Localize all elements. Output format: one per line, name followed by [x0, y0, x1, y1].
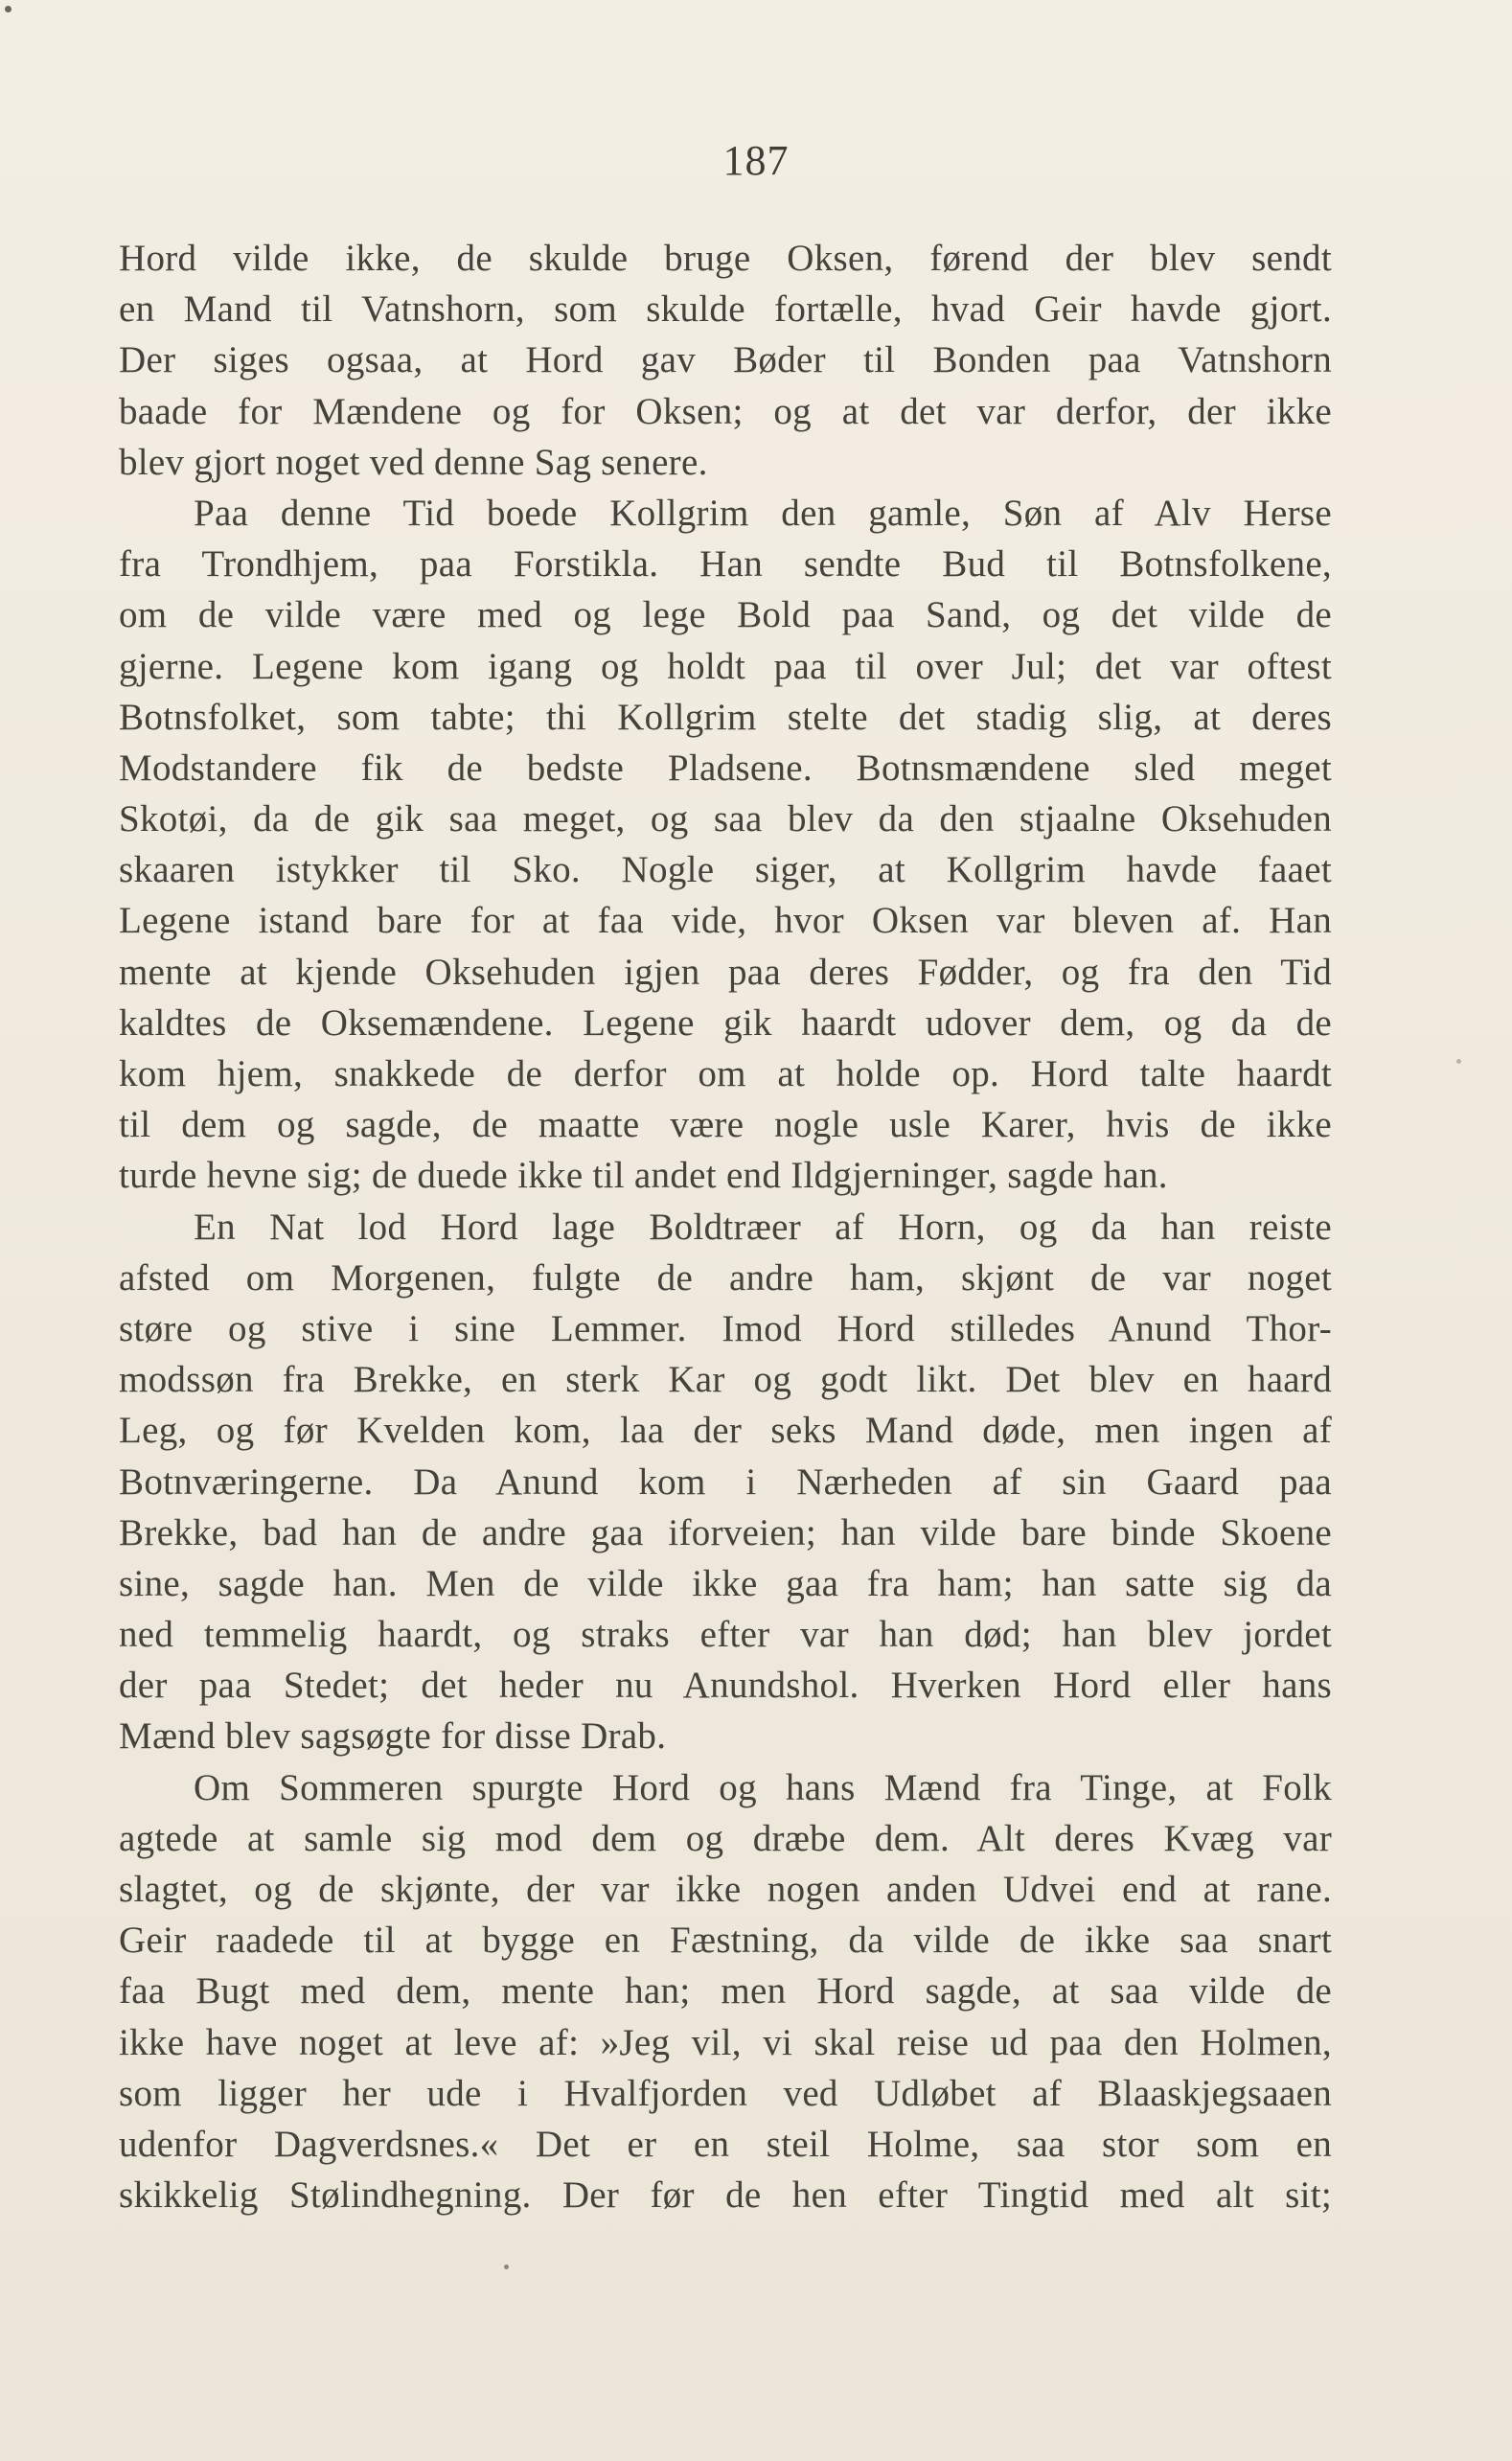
text-line: om de vilde være med og lege Bold paa Sand, og det vilde de	[119, 594, 1332, 636]
text-line: Modstandere fik de bedste Pladsene. Botnsmændene sled meget	[119, 747, 1332, 789]
text-line: faa Bugt med dem, mente han; men Hord sagde, at saa vilde de	[119, 1970, 1332, 2012]
text-line: der paa Stedet; det heder nu Anundshol. Hverken Hord eller hans	[119, 1665, 1332, 1707]
text-line: udenfor Dagverdsnes.« Det er en steil Holme, saa stor som en	[119, 2123, 1332, 2165]
text-line: blev gjort noget ved denne Sag senere.	[119, 441, 708, 483]
text-line: mente at kjende Oksehuden igjen paa deres Fødder, og fra den Tid	[119, 951, 1332, 993]
text-line: Der siges ogsaa, at Hord gav Bøder til Bonden paa Vatnshorn	[119, 339, 1332, 381]
text-line: afsted om Morgenen, fulgte de andre ham, skjønt de var noget	[119, 1256, 1332, 1299]
text-line: ikke have noget at leve af: »Jeg vil, vi skal reise ud paa den Holmen,	[119, 2021, 1332, 2063]
text-line: skaaren istykker til Sko. Nogle siger, at Kollgrim havde faaet	[119, 849, 1332, 891]
text-line: Om Sommeren spurgte Hord og hans Mænd fra Tinge, at Folk	[194, 1766, 1332, 1808]
text-line: Legene istand bare for at faa vide, hvor Oksen var bleven af. Han	[119, 900, 1332, 942]
text-line: turde hevne sig; de duede ikke til andet end Ildgjerninger, sagde han.	[119, 1155, 1168, 1197]
paper-speck	[504, 2265, 509, 2269]
text-line: Geir raadede til at bygge en Fæstning, da vilde de ikke saa snart	[119, 1920, 1332, 1962]
body-text	[119, 233, 1332, 2220]
text-line: kaldtes de Oksemændene. Legene gik haardt udover dem, og da de	[119, 1001, 1332, 1044]
paper-speck	[1456, 1059, 1461, 1064]
text-line: Leg, og før Kvelden kom, laa der seks Mand døde, men ingen af	[119, 1410, 1332, 1452]
text-line: fra Trondhjem, paa Forstikla. Han sendte Bud til Botnsfolkene,	[119, 543, 1332, 586]
page-number: 187	[722, 137, 790, 184]
text-line: Paa denne Tid boede Kollgrim den gamle, Søn af Alv Herse	[194, 492, 1332, 534]
text-line: agtede at samle sig mod dem og dræbe dem. Alt deres Kvæg var	[119, 1817, 1332, 1859]
text-line: skikkelig Stølindhegning. Der før de hen efter Tingtid med alt sit;	[119, 2174, 1332, 2217]
text-line: Brekke, bad han de andre gaa iforveien; han vilde bare binde Skoene	[119, 1511, 1332, 1553]
text-line: Botnsfolket, som tabte; thi Kollgrim stelte det stadig slig, at deres	[119, 696, 1332, 738]
text-line: støre og stive i sine Lemmer. Imod Hord stilledes Anund Thor-	[119, 1307, 1332, 1349]
text-line: Hord vilde ikke, de skulde bruge Oksen, førend der blev sendt	[119, 238, 1332, 279]
corner-ink-mark	[5, 6, 11, 12]
text-line: kom hjem, snakkede de derfor om at holde op. Hord talte haardt	[119, 1053, 1332, 1094]
text-line: gjerne. Legene kom igang og holdt paa til over Jul; det var oftest	[119, 645, 1332, 687]
text-line: Botnværingerne. Da Anund kom i Nærheden af sin Gaard paa	[119, 1460, 1332, 1503]
text-line: En Nat lod Hord lage Boldtræer af Horn, og da han reiste	[194, 1206, 1332, 1248]
text-line: slagtet, og de skjønte, der var ikke nogen anden Udvei end at rane.	[119, 1869, 1332, 1910]
text-line: modssøn fra Brekke, en sterk Kar og godt likt. Det blev en haard	[119, 1359, 1332, 1401]
text-line: baade for Mændene og for Oksen; og at det var derfor, der ikke	[119, 390, 1332, 432]
text-line: en Mand til Vatnshorn, som skulde fortælle, hvad Geir havde gjort.	[119, 288, 1332, 331]
text-line: som ligger her ude i Hvalfjorden ved Udløbet af Blaaskjegsaaen	[119, 2072, 1332, 2114]
text-line: sine, sagde han. Men de vilde ikke gaa fra ham; han satte sig da	[119, 1562, 1332, 1604]
text-line: Skotøi, da de gik saa meget, og saa blev da den stjaalne Oksehuden	[119, 798, 1332, 840]
text-line: ned temmelig haardt, og straks efter var han død; han blev jordet	[119, 1614, 1332, 1656]
text-line: til dem og sagde, de maatte være nogle usle Karer, hvis de ikke	[119, 1104, 1332, 1146]
text-line: Mænd blev sagsøgte for disse Drab.	[119, 1715, 667, 1758]
